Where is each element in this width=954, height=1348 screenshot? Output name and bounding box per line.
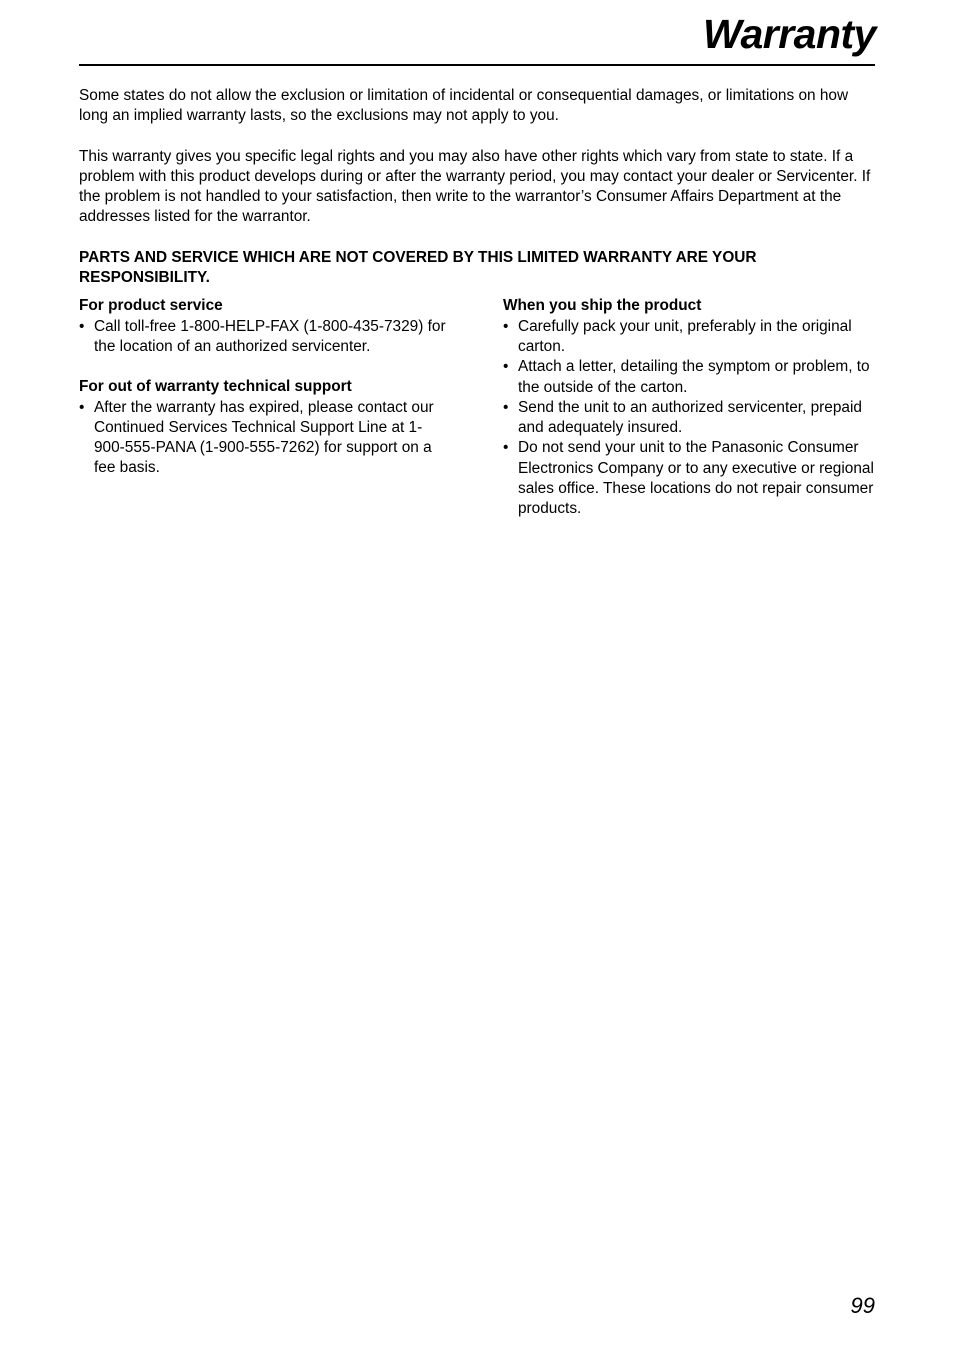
list-item-text: Do not send your unit to the Panasonic Consumer Electronics Company or to any executive or regional sales office. These locations do not repair consumer products. [518,439,874,518]
technical-support-list [79,398,451,479]
intro-paragraph-legal-rights: This warranty gives you specific legal rights and you may also have other rights which vary from state to state. If a problem with this product develops during or after the warranty period, you may contact your dealer or Servicenter. If the problem is not handled to your satisfaction, then write to the warrantor’s Consumer Affairs Department at the addresses listed for the warrantor. [79,147,871,226]
page-content [79,86,875,540]
technical-support-heading: For out of warranty technical support [79,378,352,396]
left-column [79,296,451,539]
list-item-text: Call toll-free 1-800-HELP-FAX (1-800-435-7329) for the location of an authorized servicenter. [94,317,446,355]
list-item-text: After the warranty has expired, please contact our Continued Services Technical Support Line at 1-900-555-PANA (1-900-555-7262) for support on a fee basis. [94,398,434,477]
bullet-icon: • [79,398,85,416]
list-item [503,317,875,358]
bullet-icon: • [503,439,509,457]
list-item-text: Send the unit to an authorized servicenter, prepaid and adequately insured. [518,398,862,437]
list-item [503,357,875,398]
page-number: 99 [850,1293,875,1318]
title-divider [79,64,875,66]
list-item [79,317,451,358]
right-column [503,296,875,539]
bullet-icon: • [79,317,85,335]
page-title: Warranty [703,11,876,57]
two-column-section [79,296,875,539]
list-item-text: Carefully pack your unit, preferably in the original carton. [518,317,852,355]
product-service-heading: For product service [79,297,223,315]
parts-service-heading: PARTS AND SERVICE WHICH ARE NOT COVERED BY THIS LIMITED WARRANTY ARE YOUR RESPONSIBILITY. [79,248,757,287]
list-item [79,398,451,479]
bullet-icon: • [503,317,509,335]
list-item [503,438,875,519]
bullet-icon: • [503,358,509,376]
shipping-list [503,317,875,520]
bullet-icon: • [503,398,509,416]
intro-paragraph-exclusions: Some states do not allow the exclusion or limitation of incidental or consequential damages, or limitations on how long an implied warranty lasts, so the exclusions may not apply to you. [79,87,849,125]
product-service-list [79,317,451,358]
list-item-text: Attach a letter, detailing the symptom or problem, to the outside of the carton. [518,358,870,396]
list-item [503,398,875,439]
shipping-heading: When you ship the product [503,297,702,315]
